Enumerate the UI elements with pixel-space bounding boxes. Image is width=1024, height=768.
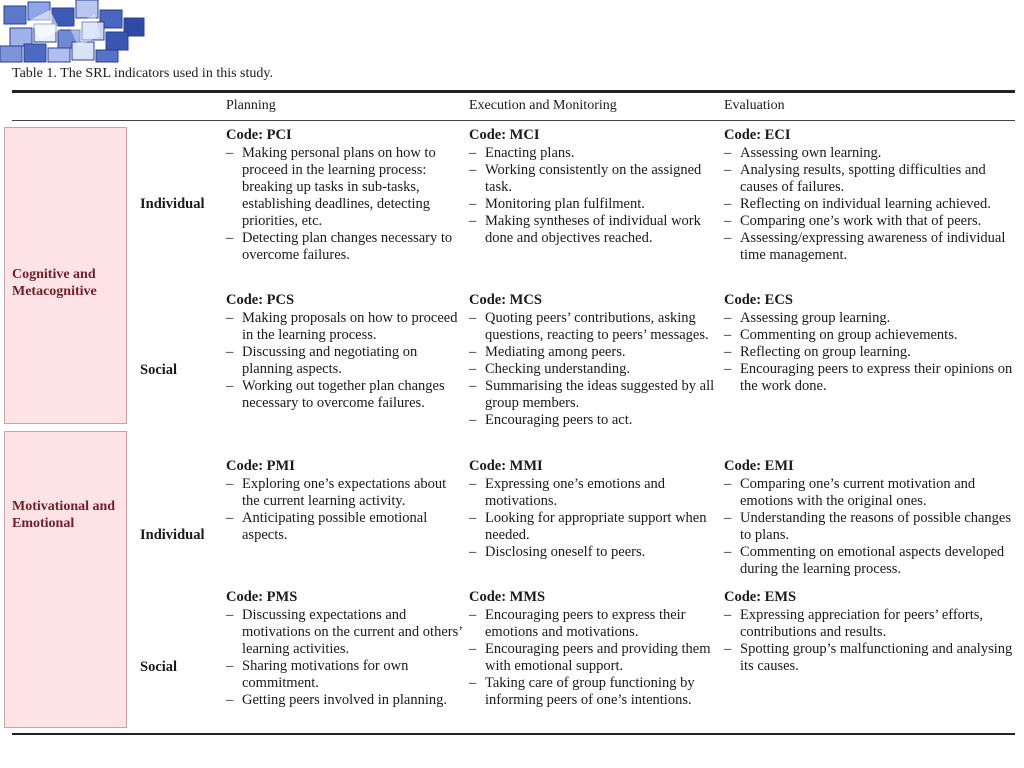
list-item: – Detecting plan changes necessary to overcome failures. bbox=[226, 230, 462, 264]
table-bottom-rule bbox=[12, 733, 1015, 735]
cell-pcs bbox=[226, 292, 462, 412]
list-item: – Spotting group’s malfunctioning and analysing its causes. bbox=[724, 641, 1020, 675]
cell-mms bbox=[469, 589, 719, 709]
cell-eci bbox=[724, 127, 1020, 264]
column-header-execution-monitoring: Execution and Monitoring bbox=[469, 98, 617, 113]
cell-pms bbox=[226, 589, 462, 709]
column-header-evaluation: Evaluation bbox=[724, 98, 785, 113]
list-item: – Mediating among peers. bbox=[469, 344, 719, 361]
category-box-motivational bbox=[4, 431, 127, 728]
list-item: – Encouraging peers to act. bbox=[469, 412, 719, 429]
column-header-planning: Planning bbox=[226, 98, 276, 113]
table-top-rule bbox=[12, 90, 1015, 93]
header-logo-image bbox=[0, 0, 150, 64]
category-label-motivational: Motivational and Emotional bbox=[12, 499, 116, 531]
list-item: – Encouraging peers to express their emotions and motivations. bbox=[469, 607, 719, 641]
code-label: Code: ECI bbox=[724, 127, 791, 143]
list-item: – Commenting on group achievements. bbox=[724, 327, 1020, 344]
list-item: – Working consistently on the assigned task. bbox=[469, 162, 719, 196]
cell-ems bbox=[724, 589, 1020, 675]
list-item: – Sharing motivations for own commitment. bbox=[226, 658, 462, 692]
cell-emi bbox=[724, 458, 1020, 578]
list-item: – Comparing one’s current motivation and emotions with the original ones. bbox=[724, 476, 1020, 510]
list-item: – Analysing results, spotting difficulties and causes of failures. bbox=[724, 162, 1020, 196]
list-item: – Enacting plans. bbox=[469, 145, 719, 162]
list-item: – Expressing appreciation for peers’ efforts, contributions and results. bbox=[724, 607, 1020, 641]
code-label: Code: MCS bbox=[469, 292, 542, 308]
list-item: – Summarising the ideas suggested by all group members. bbox=[469, 378, 719, 412]
row-label-cognitive-individual: Individual bbox=[140, 196, 205, 212]
list-item: – Getting peers involved in planning. bbox=[226, 692, 462, 709]
cell-ecs bbox=[724, 292, 1020, 395]
row-label-motivational-individual: Individual bbox=[140, 527, 205, 543]
row-label-cognitive-social: Social bbox=[140, 362, 178, 378]
cell-mmi bbox=[469, 458, 719, 561]
list-item: – Making syntheses of individual work done and objectives reached. bbox=[469, 213, 719, 247]
list-item: – Taking care of group functioning by informing peers of one’s intentions. bbox=[469, 675, 719, 709]
list-item: – Working out together plan changes necessary to overcome failures. bbox=[226, 378, 462, 412]
table-header-rule bbox=[12, 120, 1015, 121]
list-item: – Encouraging peers and providing them with emotional support. bbox=[469, 641, 719, 675]
code-label: Code: MMS bbox=[469, 589, 546, 605]
cell-pci bbox=[226, 127, 462, 264]
code-label: Code: EMI bbox=[724, 458, 794, 474]
list-item: – Commenting on emotional aspects developed during the learning process. bbox=[724, 544, 1020, 578]
list-item: – Understanding the reasons of possible changes to plans. bbox=[724, 510, 1020, 544]
row-label-motivational-social: Social bbox=[140, 659, 178, 675]
cell-mci bbox=[469, 127, 719, 247]
list-item: – Checking understanding. bbox=[469, 361, 719, 378]
cell-mcs bbox=[469, 292, 719, 429]
list-item: – Assessing group learning. bbox=[724, 310, 1020, 327]
list-item: – Assessing/expressing awareness of individual time management. bbox=[724, 230, 1020, 264]
cell-pmi bbox=[226, 458, 462, 544]
list-item: – Comparing one’s work with that of peers. bbox=[724, 213, 1020, 230]
list-item: – Quoting peers’ contributions, asking questions, reacting to peers’ messages. bbox=[469, 310, 719, 344]
code-label: Code: ECS bbox=[724, 292, 793, 308]
list-item: – Exploring one’s expectations about the current learning activity. bbox=[226, 476, 462, 510]
list-item: – Reflecting on individual learning achieved. bbox=[724, 196, 1020, 213]
list-item: – Discussing and negotiating on planning aspects. bbox=[226, 344, 462, 378]
list-item: – Assessing own learning. bbox=[724, 145, 1020, 162]
code-label: Code: PCS bbox=[226, 292, 295, 308]
code-label: Code: PCI bbox=[226, 127, 292, 143]
list-item: – Encouraging peers to express their opinions on the work done. bbox=[724, 361, 1020, 395]
table-caption: Table 1. The SRL indicators used in this study. bbox=[12, 66, 273, 81]
list-item: – Looking for appropriate support when needed. bbox=[469, 510, 719, 544]
code-label: Code: MCI bbox=[469, 127, 540, 143]
code-label: Code: EMS bbox=[724, 589, 797, 605]
list-item: – Discussing expectations and motivations on the current and others’ learning activities. bbox=[226, 607, 462, 658]
list-item: – Monitoring plan fulfilment. bbox=[469, 196, 719, 213]
code-label: Code: PMS bbox=[226, 589, 298, 605]
list-item: – Anticipating possible emotional aspects. bbox=[226, 510, 462, 544]
list-item: – Reflecting on group learning. bbox=[724, 344, 1020, 361]
list-item: – Disclosing oneself to peers. bbox=[469, 544, 719, 561]
category-label-cognitive: Cognitive and Metacognitive bbox=[12, 267, 97, 299]
code-label: Code: MMI bbox=[469, 458, 543, 474]
list-item: – Expressing one’s emotions and motivations. bbox=[469, 476, 719, 510]
list-item: – Making proposals on how to proceed in the learning process. bbox=[226, 310, 462, 344]
list-item: – Making personal plans on how to proceed in the learning process: breaking up tasks in sub-tasks, establishing deadlines, detecting priorities, etc. bbox=[226, 145, 462, 230]
code-label: Code: PMI bbox=[226, 458, 295, 474]
